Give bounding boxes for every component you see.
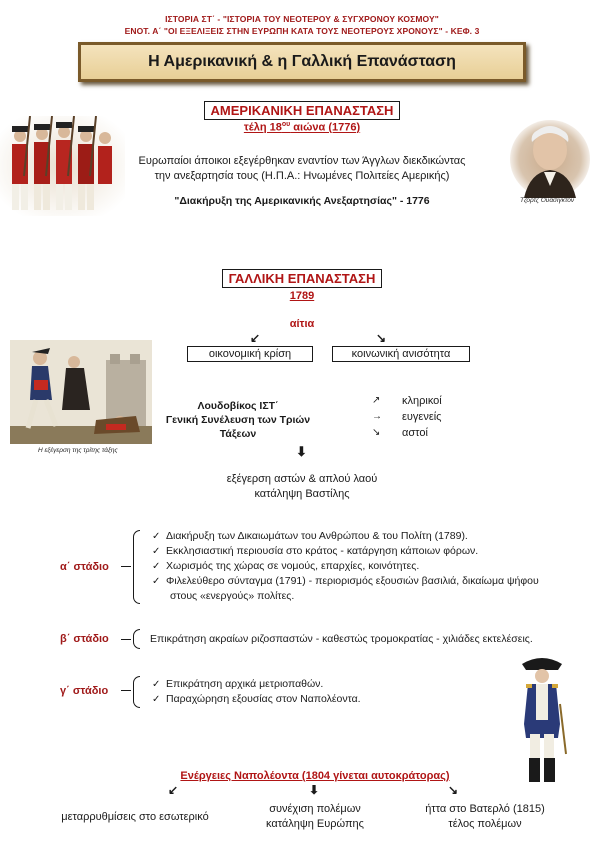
napoleon-mid-line-2: κατάληψη Ευρώπης — [266, 818, 364, 830]
french-title: ΓΑΛΛΙΚΗ ΕΠΑΝΑΣΤΑΣΗ — [222, 269, 383, 288]
check-icon: ✓ — [152, 679, 161, 690]
american-declaration: "Διακήρυξη της Αμερικανικής Ανεξαρτησίας" - 1776 — [174, 195, 430, 207]
stage-a-list — [152, 529, 539, 604]
check-icon: ✓ — [152, 561, 161, 572]
third-estate-caption: Η εξέγερση της τρίτης τάξης — [38, 447, 118, 454]
arrow-down-right-icon: ↘ — [376, 331, 387, 345]
napoleon-title-wrap — [0, 766, 604, 784]
cause-economic: οικονομική κρίση — [187, 346, 313, 362]
check-icon: ✓ — [152, 546, 161, 557]
estates-general: Γενική Συνέλευση των Τριών Τάξεων — [165, 414, 311, 440]
soldiers-illustration — [0, 116, 125, 216]
arrow-down-right-icon-3: ↘ — [448, 783, 459, 797]
uprising-block — [180, 472, 424, 502]
stage-c-label: γ΄ στάδιο — [60, 685, 109, 697]
page-title: Η Αμερικανική & η Γαλλική Επανάσταση — [148, 53, 456, 70]
king-block — [150, 399, 326, 441]
american-title: ΑΜΕΡΙΚΑΝΙΚΗ ΕΠΑΝΑΣΤΑΣΗ — [204, 101, 401, 120]
check-icon: ✓ — [152, 576, 161, 587]
stage-a-label: α΄ στάδιο — [60, 561, 109, 573]
third-estate-illustration — [10, 340, 152, 444]
stage-a-item-2: ✓ Εκκλησιαστική περιουσία στο κράτος - κατάργηση κάποιων φόρων. — [152, 545, 479, 557]
stage-a-item-1: ✓ Διακήρυξη των Δικαιωμάτων του Ανθρώπου & του Πολίτη (1789). — [152, 530, 468, 542]
stage-a-connector — [121, 566, 131, 567]
stage-b-text: Επικράτηση ακραίων ριζοσπαστών - καθεστώς τρομοκρατίας - χιλιάδες εκτελέσεις. — [150, 633, 533, 645]
stage-c-item-2: ✓ Παραχώρηση εξουσίας στον Ναπολέοντα. — [152, 693, 361, 705]
king-name: Λουδοβίκος ΙΣΤ΄ — [197, 400, 279, 412]
napoleon-title: Ενέργειες Ναπολέοντα (1804 γίνεται αυτοκράτορας) — [180, 770, 450, 782]
stage-b-connector — [121, 639, 131, 640]
estate-clergy: κληρικοί — [402, 395, 442, 407]
napoleon-right — [400, 802, 570, 832]
estate-nobles: ευγενείς — [402, 411, 442, 423]
american-date-suffix: αιώνα (1776) — [290, 121, 361, 134]
stage-c-item-1: ✓ Επικράτηση αρχικά μετριοπαθών. — [152, 678, 324, 690]
american-text — [130, 154, 474, 184]
stage-c-list — [152, 677, 361, 707]
washington-caption: Τζορτζ Ουάσιγκτον — [520, 197, 575, 204]
french-year: 1789 — [289, 290, 315, 302]
american-date-sup: ου — [281, 121, 291, 128]
stage-c-brace — [133, 676, 140, 708]
napoleon-left: μεταρρυθμίσεις στο εσωτερικό — [61, 811, 209, 823]
stage-b-brace — [133, 629, 140, 649]
arrow-down-icon: ⬇ — [296, 444, 307, 459]
check-icon: ✓ — [152, 694, 161, 705]
stage-a-item-4-cont: στους «ενεργούς» πολίτες. — [170, 590, 295, 602]
napoleon-mid-line-1: συνέχιση πολέμων — [269, 803, 361, 815]
arrow-up-right-icon: ↗ — [372, 395, 381, 406]
check-icon: ✓ — [152, 531, 161, 542]
arrow-right-icon: → — [372, 411, 382, 422]
american-text-line-1: Ευρωπαίοι άποικοι εξεγέρθηκαν εναντίον των Άγγλων διεκδικώντας — [138, 155, 466, 167]
french-title-wrap — [0, 270, 604, 288]
estate-arrows — [372, 393, 382, 441]
estates-list — [402, 393, 442, 441]
stage-a-item-4: ✓ Φιλελεύθερο σύνταγμα (1791) - περιορισμός εξουσιών βασιλιά, δικαίωμα ψήφου — [152, 575, 539, 587]
arrow-down-left-icon: ↙ — [250, 331, 261, 345]
arrow-down-icon-2: ⬇ — [309, 783, 320, 797]
causes-label: αίτια — [289, 318, 315, 330]
stage-a-item-3: ✓ Χωρισμός της χώρας σε νομούς, επαρχίες, κοινότητες. — [152, 560, 420, 572]
stage-c-connector — [121, 690, 131, 691]
washington-portrait — [510, 120, 590, 198]
arrow-down-left-icon-2: ↙ — [168, 783, 179, 797]
american-text-line-2: την ανεξαρτησία τους (Η.Π.Α.: Ηνωμένες Πολιτείες Αμερικής) — [154, 170, 450, 182]
stage-b-label: β΄ στάδιο — [60, 633, 109, 645]
napoleon-right-line-2: τέλος πολέμων — [448, 818, 522, 830]
arrow-down-right-icon-2: ↘ — [372, 427, 381, 438]
title-banner — [78, 42, 526, 82]
header-line-2: ΕΝΟΤ. Α΄ "ΟΙ ΕΞΕΛΙΞΕΙΣ ΣΤΗΝ ΕΥΡΩΠΗ ΚΑΤΑ ΤΟΥΣ ΝΕΟΤΕΡΟΥΣ ΧΡΟΝΟΥΣ" - ΚΕΦ. 3 — [124, 26, 480, 36]
cause-social: κοινωνική ανισότητα — [332, 346, 470, 362]
header-line-1: ΙΣΤΟΡΙΑ ΣΤ΄ - "ΙΣΤΟΡΙΑ ΤΟΥ ΝΕΟΤΕΡΟΥ & ΣΥΓΧΡΟΝΟΥ ΚΟΣΜΟΥ" — [165, 14, 439, 24]
estate-bourgeois: αστοί — [402, 427, 428, 439]
stage-a-brace — [133, 530, 140, 604]
american-date-prefix: τέλη 18 — [243, 121, 282, 134]
napoleon-right-line-1: ήττα στο Βατερλό (1815) — [425, 803, 545, 815]
uprising-line-2: κατάληψη Βαστίλης — [254, 488, 350, 500]
uprising-line-1: εξέγερση αστών & απλού λαού — [226, 473, 378, 485]
napoleon-mid — [230, 802, 400, 832]
